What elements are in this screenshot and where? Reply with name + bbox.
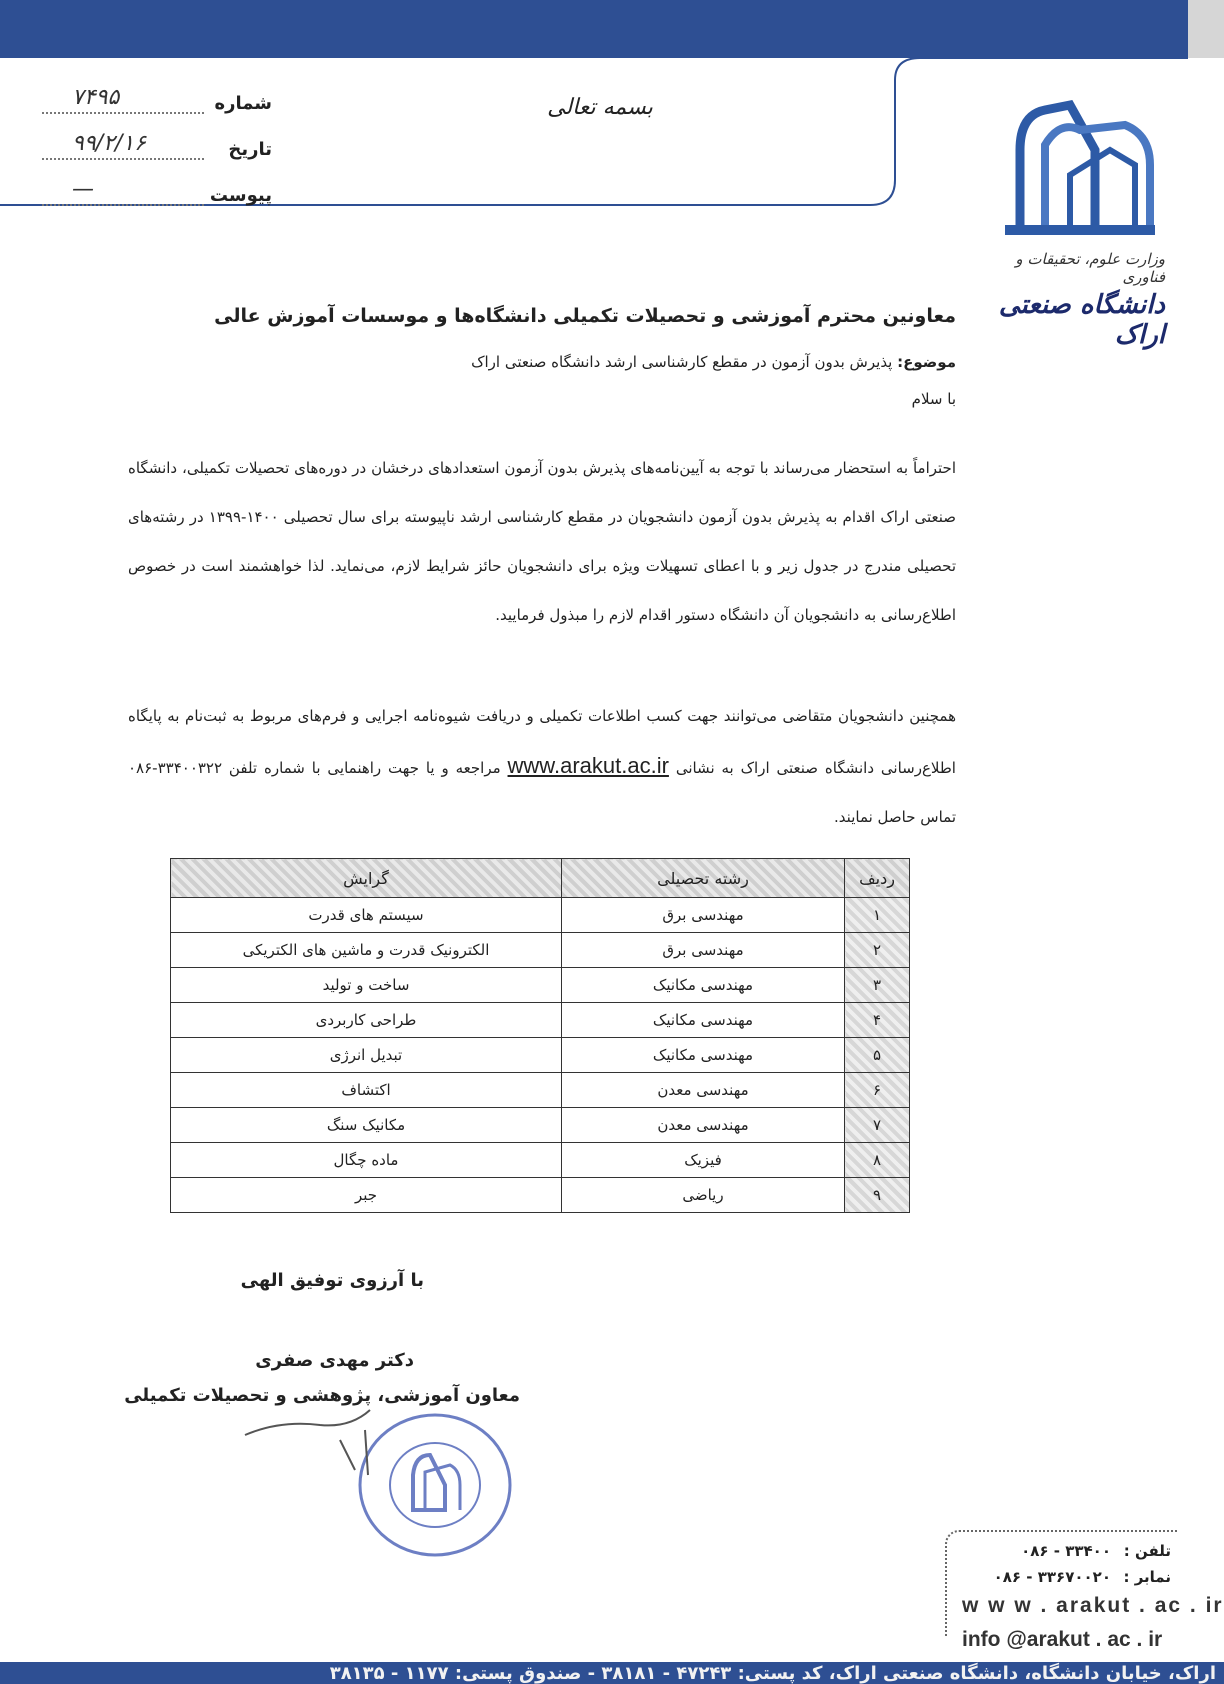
row-number: ۲ (845, 933, 910, 968)
contact-website[interactable]: w w w . arakut . ac . ir (962, 1594, 1224, 1617)
header-specialization: گرایش (171, 859, 562, 898)
field-cell: فیزیک (562, 1143, 845, 1178)
closing-phrase: با آرزوی توفیق الهی (240, 1270, 424, 1291)
table-row (171, 1143, 910, 1178)
table-header-row (171, 859, 910, 898)
row-number: ۷ (845, 1108, 910, 1143)
fax-value: ۰۸۶ - ۳۳۶۷۰۰۲۰ (993, 1568, 1111, 1586)
table-row (171, 1108, 910, 1143)
row-number: ۸ (845, 1143, 910, 1178)
phone-label: تلفن : (1123, 1542, 1171, 1560)
table-row (171, 1178, 910, 1213)
field-cell: ریاضی (562, 1178, 845, 1213)
field-cell: مهندسی معدن (562, 1108, 845, 1143)
row-number: ۹ (845, 1178, 910, 1213)
programs-table (170, 858, 910, 1213)
footer-bar (0, 1662, 1224, 1684)
bismillah: بسمه تعالی (547, 95, 653, 120)
fax-label: نمابر : (1123, 1568, 1171, 1586)
row-number: ۵ (845, 1038, 910, 1073)
field-cell: مهندسی مکانیک (562, 1038, 845, 1073)
row-number: ۴ (845, 1003, 910, 1038)
field-cell: مهندسی معدن (562, 1073, 845, 1108)
salutation: با سلام (911, 390, 956, 408)
attachment-field (42, 177, 204, 206)
field-cell: مهندسی برق (562, 898, 845, 933)
header-field: رشته تحصیلی (562, 859, 845, 898)
subject-label: موضوع: (897, 353, 956, 371)
field-cell: مهندسی برق (562, 933, 845, 968)
meta-number-row (42, 68, 272, 114)
website-link[interactable]: www.arakut.ac.ir (507, 753, 669, 778)
table-row (171, 898, 910, 933)
field-cell: مهندسی مکانیک (562, 1003, 845, 1038)
contact-email[interactable]: info @arakut . ac . ir (962, 1628, 1163, 1651)
specialization-cell: سیستم های قدرت (171, 898, 562, 933)
specialization-cell: تبدیل انرژی (171, 1038, 562, 1073)
table-row (171, 1003, 910, 1038)
row-number: ۱ (845, 898, 910, 933)
attachment-value: — (72, 177, 94, 202)
table-row (171, 968, 910, 1003)
signer-name: دکتر مهدی صفری (255, 1350, 414, 1371)
table-row (171, 933, 910, 968)
specialization-cell: مکانیک سنگ (171, 1108, 562, 1143)
specialization-cell: طراحی کاربردی (171, 1003, 562, 1038)
date-label: تاریخ (228, 139, 272, 160)
paragraph-2-text-a: همچنین دانشجویان متقاضی می‌توانند جهت کسب اطلاعات تکمیلی و دریافت شیوه‌نامه اجرایی و فرم‌های مربوط به ثبت‌نام به پایگاه اطلاع‌رسانی دانشگاه صنعتی اراک به نشانی (128, 707, 956, 777)
signer-title: معاون آموزشی، پژوهشی و تحصیلات تکمیلی (124, 1385, 520, 1406)
specialization-cell: ساخت و تولید (171, 968, 562, 1003)
number-field (42, 85, 204, 114)
body-paragraph-1: احتراماً به استحضار می‌رساند با توجه به آیین‌نامه‌های پذیرش بدون آزمون استعدادهای درخشان در دوره‌های تحصیلات تکمیلی، دانشگاه صنعتی اراک اقدام به پذیرش بدون آزمون دانشجویان در مقطع کارشناسی ارشد ناپیوسته برای سال تحصیلی ۱۴۰۰-۱۳۹۹ در رشته‌های تحصیلی مندرج در جدول زیر و با اعطای تسهیلات ویژه برای دانشجویان حائز شرایط لازم، می‌نماید. لذا خواهشمند است در خصوص اطلاع‌رسانی به دانشجویان آن دانشگاه دستور اقدام لازم را مبذول فرمایید. (128, 459, 956, 624)
number-label: شماره (214, 93, 272, 114)
paragraph-2-text-b: مراجعه و یا جهت راهنمایی با شماره تلفن ۳۳۴۰۰۳۲۲-۰۸۶ تماس حاصل نمایند. (128, 759, 956, 826)
specialization-cell: جبر (171, 1178, 562, 1213)
meta-attachment-row (42, 160, 272, 206)
letter-meta (42, 68, 272, 206)
row-number: ۳ (845, 968, 910, 1003)
date-value: ۹۹/۲/۱۶ (72, 131, 146, 156)
date-field (42, 131, 204, 160)
table-row (171, 1038, 910, 1073)
phone-value: ۰۸۶ - ۳۳۴۰۰ (1021, 1542, 1111, 1560)
footer-address: اراک، خیابان دانشگاه، دانشگاه صنعتی اراک، کد پستی: ۴۷۲۴۳ - ۳۸۱۸۱ - صندوق پستی: ۱۱۷۷ - ۳۸۱۳۵ (329, 1663, 1216, 1684)
table-row (171, 1073, 910, 1108)
specialization-cell: اکتشاف (171, 1073, 562, 1108)
subject-text: پذیرش بدون آزمون در مقطع کارشناسی ارشد دانشگاه صنعتی اراک (471, 353, 893, 371)
specialization-cell: الکترونیک قدرت و ماشین های الکتریکی (171, 933, 562, 968)
body-paragraph-2 (128, 692, 956, 842)
subject-line (471, 353, 956, 371)
contact-block (945, 1530, 1175, 1586)
field-cell: مهندسی مکانیک (562, 968, 845, 1003)
ministry-name: وزارت علوم، تحقیقات و فناوری (1015, 250, 1165, 286)
specialization-cell: ماده چگال (171, 1143, 562, 1178)
fax-row (945, 1568, 1175, 1594)
university-logo (1000, 95, 1160, 245)
recipient: معاونین محترم آموزشی و تحصیلات تکمیلی دانشگاه‌ها و موسسات آموزش عالی (214, 305, 956, 327)
handwritten-signature (240, 1400, 400, 1480)
university-name: دانشگاه صنعتی اراک (998, 290, 1165, 350)
number-value: ۷۴۹۵ (72, 85, 120, 110)
phone-row (945, 1542, 1175, 1568)
attachment-label: پیوست (209, 185, 272, 206)
header-row-number: ردیف (845, 859, 910, 898)
meta-date-row (42, 114, 272, 160)
row-number: ۶ (845, 1073, 910, 1108)
